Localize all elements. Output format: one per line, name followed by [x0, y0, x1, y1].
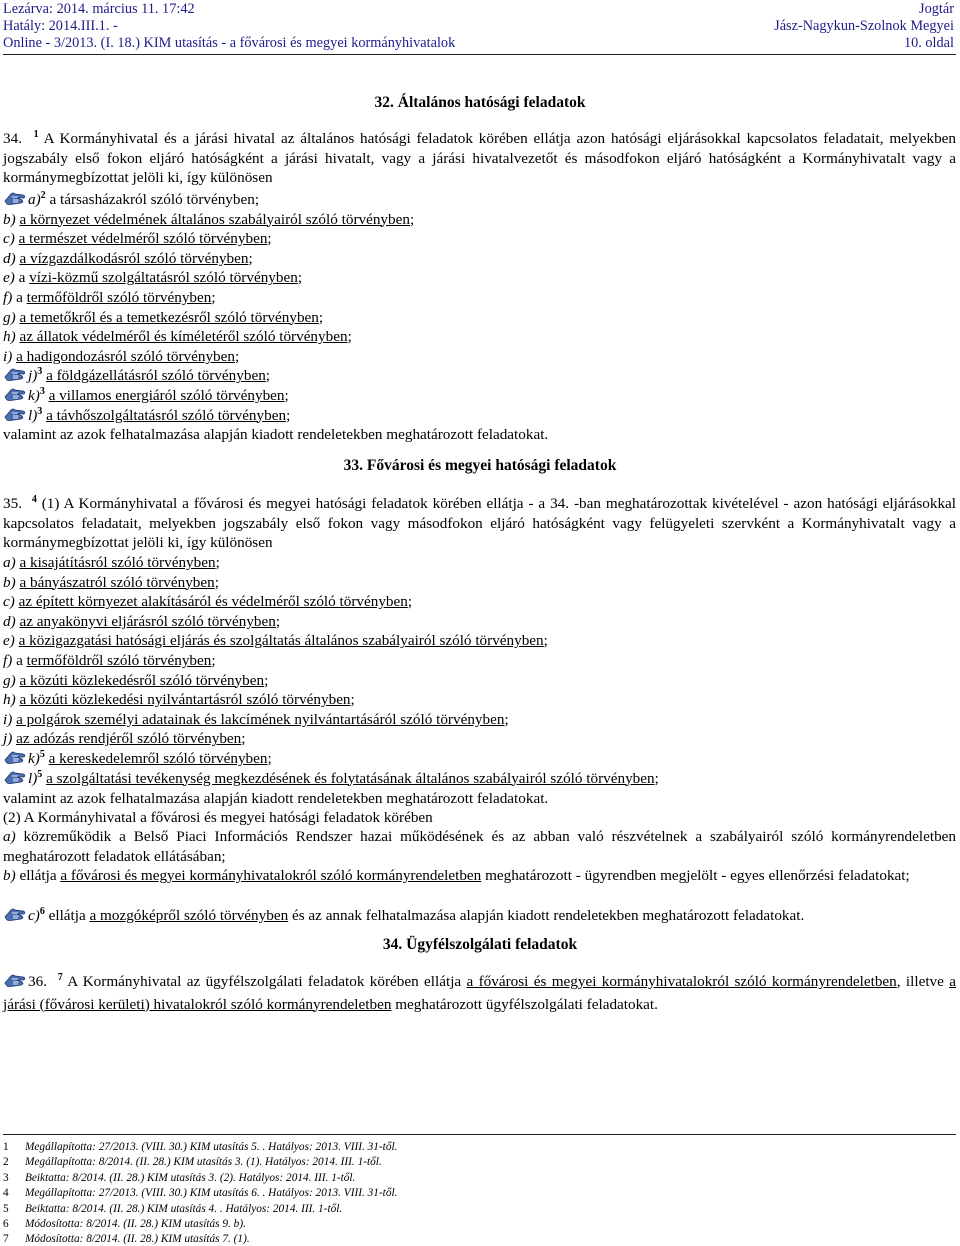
law-link[interactable]: a vízgazdálkodásról szóló törvényben	[19, 249, 249, 267]
section-32-closing: valamint az azok felhatalmazása alapján kiadott rendeletekben meghatározott feladatokat.	[3, 426, 549, 443]
footnote-ref[interactable]: 3	[37, 405, 43, 417]
footnote-ref[interactable]: 6	[39, 906, 45, 917]
list-item	[3, 229, 956, 249]
item-text: meghatározott - ügyrendben megjelölt - egyes ellenőrzési feladatokat;	[481, 867, 910, 884]
item-text: a	[16, 652, 27, 669]
law-link[interactable]: a bányászatról szóló törvényben	[19, 573, 215, 591]
law-link[interactable]: a közúti közlekedési nyilvántartásról szóló törvényben	[19, 691, 351, 709]
paragraph-number: 35.	[3, 495, 22, 512]
list-item	[3, 268, 956, 288]
paragraph-text: (1) A Kormányhivatal a fővárosi és megyei hatósági feladatok körében ellátja - a 34. -ban meghatározottak kivételével - azon hatósági eljárásokkal kapcsolatos feladatait, melyekben jogszabály első fokon vagy másodfokon eljáró hatóságként vagy felügyeleti szervként a Kormányhivatalt vagy a kormánymegbízottat jelöli ki, így különösen	[3, 495, 956, 551]
item-marker: k)	[28, 387, 40, 404]
item-text: a	[18, 269, 30, 287]
section-34-title: 34. Ügyfélszolgálati feladatok	[382, 936, 578, 953]
footnote-ref[interactable]: 5	[39, 749, 45, 760]
item-marker: j)	[28, 367, 38, 385]
footnote-number: 7	[3, 1233, 9, 1246]
section-32-paragraph	[3, 129, 956, 188]
item-text: ;	[275, 612, 281, 630]
header-validity: Hatály: 2014.III.1. -	[3, 18, 118, 34]
item-marker: d)	[3, 612, 16, 630]
law-link[interactable]: termőföldről szóló törvényben	[26, 652, 212, 669]
paragraph-text: meghatározott ügyfélszolgálati feladatokat.	[391, 995, 658, 1013]
footnote-ref[interactable]: 3	[39, 386, 45, 397]
header-closed-date: Lezárva: 2014. március 11. 17:42	[3, 1, 195, 17]
item-text: a	[16, 289, 27, 306]
footnote-number: 2	[3, 1156, 9, 1169]
footnote	[3, 1217, 246, 1231]
list-item	[3, 592, 956, 612]
section-33-item-2b	[3, 866, 956, 886]
list-item	[3, 710, 956, 730]
paragraph-text: A Kormányhivatal és a járási hivatal az általános hatósági feladatok körében ellátja azon hatósági eljárásokkal kapcsolatos feladatait, melyekben jogszabály első fokon eljáró hatóságként a járási hivatalt, vagy a járási hivatalvezetőt és másodfokon eljáró hatóságként a Kormányhivatalt vagy a kormánymegbízottat jelöli ki, így különösen	[3, 130, 956, 186]
section-33-subsection-2: (2) A Kormányhivatal a fővárosi és megyei hatósági feladatok körében	[3, 809, 433, 826]
header-rule	[3, 54, 956, 55]
amendment-hand-icon[interactable]	[3, 973, 27, 995]
law-link[interactable]: a kereskedelemről szóló törvényben	[48, 750, 268, 767]
footnote	[3, 1186, 397, 1200]
footnote	[3, 1140, 397, 1154]
law-link[interactable]: az anyakönyvi eljárásról szóló törvényben	[19, 612, 276, 630]
item-marker: c)	[3, 230, 15, 248]
list-item	[3, 308, 956, 328]
item-text: ;	[543, 632, 548, 650]
footnote-text: Módosította: 8/2014. (II. 28.) KIM utasítás 7. (1).	[25, 1233, 250, 1246]
list-item	[3, 690, 956, 710]
footnote-ref[interactable]: 4	[31, 494, 37, 505]
item-text: ;	[211, 652, 216, 669]
item-text: ;	[409, 210, 415, 228]
header-licensee: Jász-Nagykun-Szolnok Megyei	[774, 18, 954, 34]
item-marker: h)	[3, 328, 16, 346]
footnote-ref[interactable]: 2	[40, 190, 46, 201]
list-item	[3, 573, 956, 593]
list-item	[3, 651, 956, 671]
item-text: ;	[211, 289, 216, 306]
amendment-hand-icon[interactable]	[3, 907, 27, 929]
item-marker: f)	[3, 289, 13, 306]
item-marker: a)	[3, 554, 16, 571]
law-link[interactable]: a fővárosi és megyei kormányhivatalokról szóló kormányrendeletben	[60, 867, 482, 884]
item-marker: l)	[28, 406, 38, 424]
item-marker: b)	[3, 573, 16, 591]
item-text: ;	[234, 347, 240, 365]
item-marker: a)	[3, 828, 16, 845]
item-marker: c)	[3, 593, 15, 611]
footnote-text: Megállapította: 27/2013. (VIII. 30.) KIM utasítás 6. . Hatályos: 2013. VIII. 31-től.	[25, 1187, 398, 1200]
law-link[interactable]: az adózás rendjéről szóló törvényben	[16, 730, 242, 748]
item-text: ;	[407, 593, 413, 611]
item-marker: e)	[3, 269, 15, 287]
footnote-text: Beiktatta: 8/2014. (II. 28.) KIM utasítás 3. (2). Hatályos: 2014. III. 1-től.	[25, 1171, 356, 1184]
list-item	[3, 288, 956, 308]
section-33-item-2a	[3, 827, 956, 866]
item-marker: a)	[28, 191, 41, 208]
section-32-title: 32. Általános hatósági feladatok	[374, 94, 586, 111]
paragraph-text: A Kormányhivatal az ügyfélszolgálati feladatok körében ellátja	[67, 973, 467, 990]
law-link[interactable]: a mozgóképről szóló törvényben	[89, 907, 289, 924]
item-text: ;	[297, 269, 303, 287]
item-marker: f)	[3, 652, 13, 669]
item-marker: e)	[3, 632, 15, 650]
list-item	[3, 631, 956, 651]
item-text: ;	[265, 367, 271, 385]
paragraph-text: , illetve	[896, 973, 950, 990]
item-text: ;	[248, 249, 253, 267]
item-marker: d)	[3, 249, 16, 267]
list-item	[3, 327, 956, 347]
law-link[interactable]: a villamos energiáról szóló törvényben	[48, 387, 285, 404]
item-marker: g)	[3, 308, 16, 326]
item-marker: c)	[28, 907, 40, 924]
footnote-rule	[3, 1134, 956, 1135]
item-text: ;	[267, 230, 272, 248]
footnote-ref[interactable]: 5	[37, 768, 43, 780]
law-link[interactable]: a hadigondozásról szóló törvényben	[16, 347, 235, 365]
footnote	[3, 1171, 355, 1185]
item-marker: i)	[3, 710, 13, 728]
item-marker: h)	[3, 691, 16, 709]
section-33-paragraph	[3, 494, 956, 553]
header-document-title: Online - 3/2013. (I. 18.) KIM utasítás - a fővárosi és megyei kormányhivatalok	[3, 35, 456, 51]
law-link[interactable]: az épített környezet alakításáról és védelméről szóló törvényben	[18, 593, 408, 611]
list-item	[3, 671, 956, 691]
item-text: ;	[347, 328, 352, 346]
item-marker: j)	[3, 730, 13, 748]
footnote-number: 6	[3, 1218, 9, 1230]
footnote-ref[interactable]: 3	[37, 366, 43, 378]
item-text: ellátja	[48, 907, 90, 924]
section-33-closing: valamint az azok felhatalmazása alapján kiadott rendeletekben meghatározott feladatokat.	[3, 790, 549, 807]
law-link[interactable]: a fővárosi és megyei kormányhivatalokról szóló kormányrendeletben	[466, 973, 897, 990]
item-marker: i)	[3, 347, 13, 365]
item-marker: g)	[3, 671, 16, 689]
section-34-paragraph	[3, 972, 956, 1014]
footnote-number: 1	[3, 1141, 9, 1153]
law-link[interactable]: vízi-közmű szolgáltatásról szóló törvényben	[29, 269, 298, 287]
item-text: ;	[241, 730, 246, 748]
footnote-number: 5	[3, 1202, 9, 1215]
list-item	[3, 553, 956, 573]
item-text: ;	[214, 573, 219, 591]
footnote	[3, 1155, 382, 1169]
footnote	[3, 1202, 342, 1216]
item-text: a társasházakról szóló törvényben;	[49, 191, 260, 208]
footnote-text: Beiktatta: 8/2014. (II. 28.) KIM utasítás 4. . Hatályos: 2014. III. 1-től.	[25, 1202, 343, 1215]
item-text: ellátja	[19, 867, 61, 884]
section-33-item-2c	[3, 906, 956, 929]
law-link[interactable]: az állatok védelméről és kíméletéről szóló törvényben	[19, 328, 348, 346]
paragraph-number: 34.	[3, 130, 22, 147]
list-item	[3, 210, 956, 230]
footnote	[3, 1232, 250, 1246]
item-marker: b)	[3, 210, 16, 228]
item-text: ;	[318, 308, 324, 326]
list-item	[3, 249, 956, 269]
item-text: ;	[284, 387, 289, 404]
list-item	[3, 347, 956, 367]
law-link[interactable]: a távhőszolgáltatásról szóló törvényben	[46, 406, 287, 424]
header-publisher: Jogtár	[919, 1, 954, 17]
amendment-hand-icon[interactable]	[3, 770, 27, 792]
footnote-text: Megállapította: 27/2013. (VIII. 30.) KIM utasítás 5. . Hatályos: 2013. VIII. 31-től.	[25, 1141, 398, 1153]
footnote-text: Megállapította: 8/2014. (II. 28.) KIM utasítás 3. (1). Hatályos: 2014. III. 1-től.	[25, 1156, 382, 1169]
item-text: ;	[286, 406, 291, 424]
item-text: ;	[654, 769, 659, 787]
law-link[interactable]: termőföldről szóló törvényben	[26, 289, 212, 306]
footnote-ref[interactable]: 1	[33, 129, 39, 140]
section-33-title: 33. Fővárosi és megyei hatósági feladatok	[343, 457, 617, 474]
item-text: ;	[267, 750, 272, 767]
footnote-number: 4	[3, 1187, 9, 1200]
list-item	[3, 769, 956, 792]
footnote-text: Módosította: 8/2014. (II. 28.) KIM utasítás 9. b).	[25, 1218, 246, 1230]
law-link[interactable]: a közigazgatási hatósági eljárás és szolgáltatás általános szabályairól szóló törvényben	[18, 632, 544, 650]
header-page-number: 10. oldal	[903, 35, 954, 51]
footnote-ref[interactable]: 7	[57, 972, 63, 983]
law-link[interactable]: a temetőkről és a temetkezésről szóló törvényben	[19, 308, 319, 326]
law-link[interactable]: a földgázellátásról szóló törvényben	[46, 367, 266, 385]
item-text: és az annak felhatalmazása alapján kiadott rendeletekben meghatározott feladatokat.	[288, 907, 805, 924]
law-link[interactable]: a járási (fővárosi kerületi) hivatalokról szóló kormányrendeletben	[3, 973, 956, 1013]
list-item	[3, 729, 956, 749]
law-link[interactable]: a környezet védelmének általános szabályairól szóló törvényben	[19, 210, 410, 228]
law-link[interactable]: a közúti közlekedésről szóló törvényben	[19, 671, 265, 689]
law-link[interactable]: a polgárok személyi adatainak és lakcímének nyilvántartásáról szóló törvényben	[16, 710, 505, 728]
item-marker: b)	[3, 867, 16, 884]
item-text: ;	[215, 554, 220, 571]
law-link[interactable]: a szolgáltatási tevékenység megkezdésének és folytatásának általános szabályairól szóló törvényben	[46, 769, 655, 787]
footnote-number: 3	[3, 1171, 9, 1184]
paragraph-number: 36.	[28, 973, 47, 990]
item-text: közreműködik a Belső Piaci Információs Rendszer hazai működésének és az abban való részvételnek a szabályairól szóló kormányrendeletben meghatározott feladatok ellátásában;	[3, 828, 957, 865]
list-item	[3, 612, 956, 632]
item-text: ;	[350, 691, 355, 709]
law-link[interactable]: a természet védelméről szóló törvényben	[18, 230, 268, 248]
item-marker: l)	[28, 769, 38, 787]
item-text: ;	[264, 671, 269, 689]
item-text: ;	[504, 710, 509, 728]
item-marker: k)	[28, 750, 40, 767]
law-link[interactable]: a kisajátításról szóló törvényben	[19, 554, 216, 571]
